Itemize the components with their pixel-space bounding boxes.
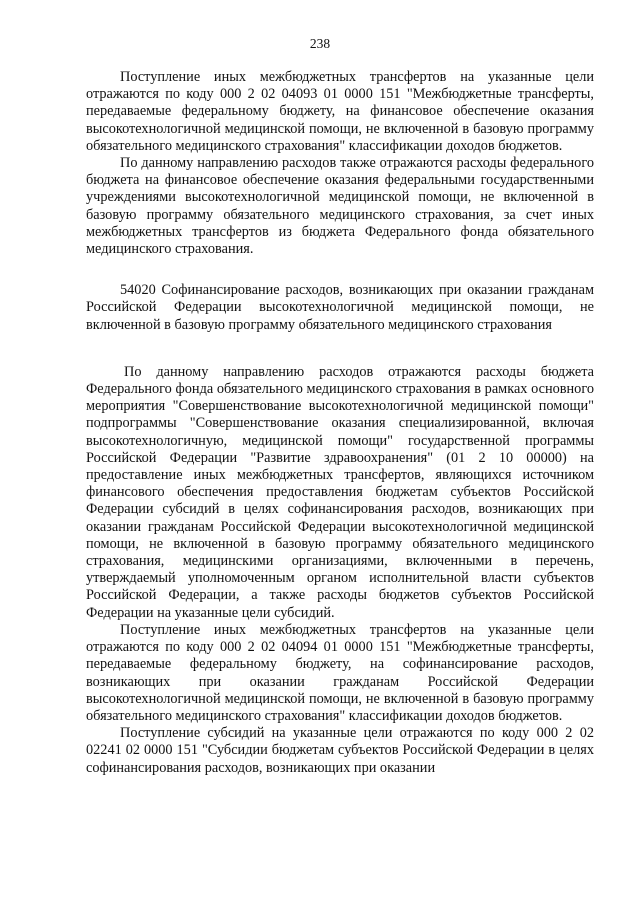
document-body — [86, 69, 594, 777]
section-heading-54020: 54020 Софинансирование расходов, возникающих при оказании гражданам Российской Федерации высокотехнологичной медицинской помощи, не включенной в базовую программу обязательного медицинского страхования — [86, 282, 594, 333]
page-number: 238 — [309, 36, 331, 51]
paragraph-subsidy-code-02241: Поступление субсидий на указанные цели отражаются по коду 000 2 02 02241 02 0000 151 "Субсидии бюджетам субъектов Российской Федерации в целях софинансирования расходов, возникающих при оказании — [86, 725, 594, 776]
paragraph-transfer-code-04094: Поступление иных межбюджетных трансфертов на указанные цели отражаются по коду 000 2 02 04094 01 0000 151 "Межбюджетные трансферты, передаваемые федеральному бюджету, на софинансирование расходов, возникающих при оказании гражданам Российской Федерации высокотехнологичной медицинской помощи, не включенной в базовую программу обязательного медицинского страхования" классификации доходов бюджетов. — [86, 621, 594, 724]
paragraph-ffoms-expenses: По данному направлению расходов отражаются расходы бюджета Федерального фонда обязательного медицинского страхования в рамках основного мероприятия "Совершенствование высокотехнологичной медицинской помощи" подпрограммы "Совершенствование оказания специализированной, включая высокотехнологичную, медицинской помощи" государственной программы Российской Федерации "Развитие здравоохранения" (01 2 10 00000) на предоставление иных межбюджетных трансфертов, являющихся источником финансового обеспечения предоставления бюджетам субъектов Российской Федерации субсидий в целях софинансирования расходов, возникающих при оказании гражданам Российской Федерации высокотехнологичной медицинской помощи, не включенной в базовую программу обязательного медицинского страхования, медицинскими организациями, включенными в перечень, утверждаемый уполномоченным органом исполнительной власти субъектов Российской Федерации, а также расходы бюджетов субъектов Российской Федерации на указанные цели субсидий. — [86, 363, 594, 621]
paragraph-transfer-code-04093: Поступление иных межбюджетных трансфертов на указанные цели отражаются по коду 000 2 02 04093 01 0000 151 "Межбюджетные трансферты, передаваемые федеральному бюджету, на финансовое обеспечение оказания высокотехнологичной медицинской помощи, не включенной в базовую программу обязательного медицинского страхования" классификации доходов бюджетов. — [86, 69, 594, 154]
paragraph-federal-budget-expenses: По данному направлению расходов также отражаются расходы федерального бюджета на финансовое обеспечение оказания федеральными государственными учреждениями высокотехнологичной медицинской помощи, не включенной в базовую программу обязательного медицинского страхования, за счет иных межбюджетных трансфертов из бюджета Федерального фонда обязательного медицинского страхования. — [86, 155, 594, 258]
